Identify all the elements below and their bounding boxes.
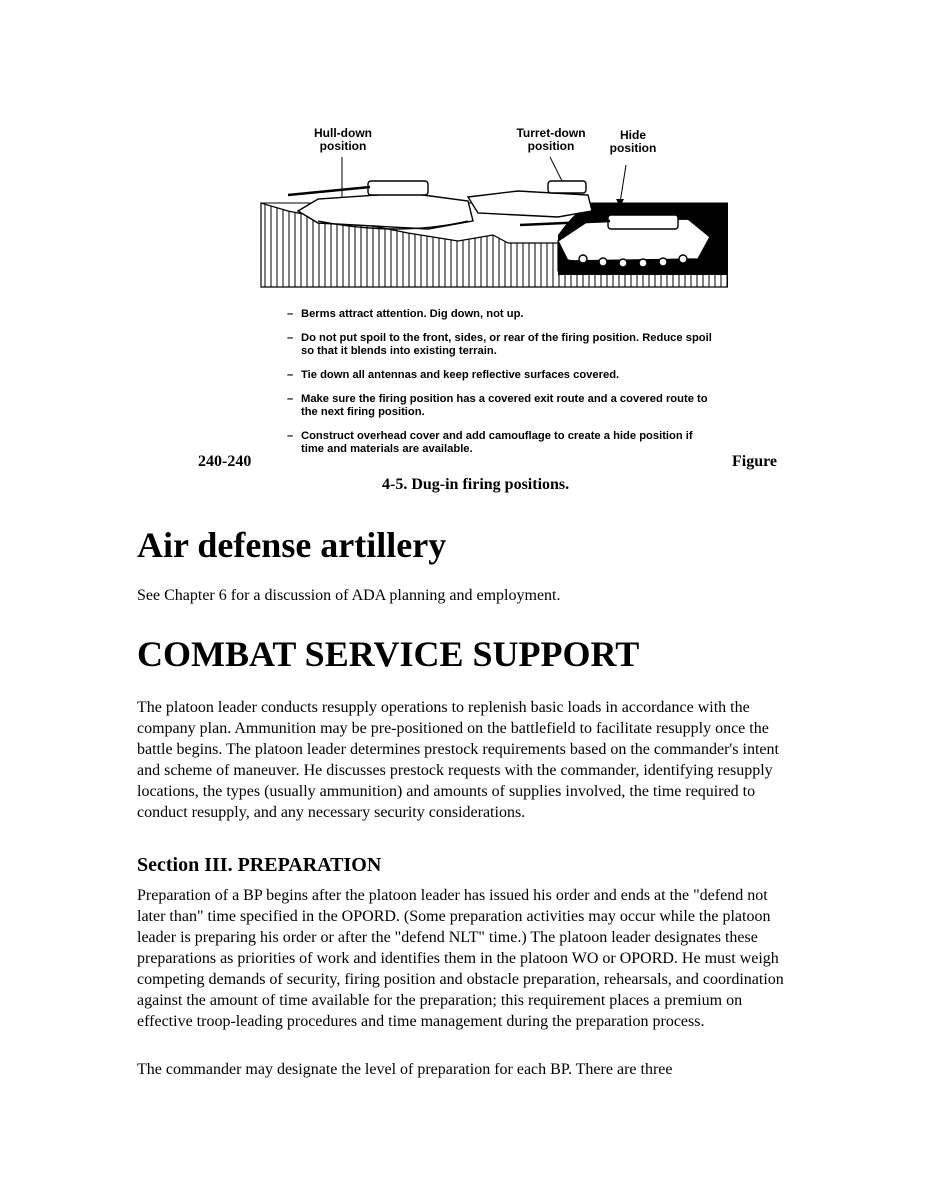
- turret-down-tank: [468, 181, 592, 217]
- dug-in-tanks-illustration: [258, 125, 728, 291]
- turret-down-label: Turret-down position: [516, 126, 586, 153]
- figure-note: – Do not put spoil to the front, sides, or rear of the firing position. Reduce spoil so that it blends into existing terrain.: [287, 332, 715, 358]
- figure-note: – Tie down all antennas and keep reflective surfaces covered.: [287, 369, 715, 382]
- hull-down-label: Hull-down position: [314, 126, 372, 153]
- figure-caption: 4-5. Dug-in firing positions.: [382, 476, 570, 493]
- hide-label: Hide position: [609, 128, 657, 155]
- prep-paragraph-1: Preparation of a BP begins after the platoon leader has issued his order and ends at the "defend not later than" time specified in the OPORD. (Some preparation activities may occur while the platoon leader is preparing his order or after the "defend NLT" time.) The platoon leader designates these preparations as priorities of work and identifies them in the platoon WO or OPORD. He must weigh competing demands of security, firing position and obstacle preparation, rehearsals, and coordination against the amount of time available for the preparation; this requirement places a premium on effective troop-leading procedures and time management during the preparation process.: [137, 887, 784, 1030]
- figure-number: 240-240: [198, 453, 252, 470]
- figure-note: – Construct overhead cover and add camouflage to create a hide position if time and materials are available.: [287, 430, 715, 456]
- css-paragraph: The platoon leader conducts resupply operations to replenish basic loads in accordance with the company plan. Ammunition may be pre-positioned on the battlefield to facilitate resupply once the battle begins. The platoon leader determines prestock requirements based on the commander's intent and scheme of maneuver. He discusses prestock requests with the commander, identifying resupply locations, the types (usually ammunition) and amounts of supplies involved, the time required to conduct resupply, and any necessary security considerations.: [137, 699, 779, 821]
- figure-note: – Make sure the firing position has a covered exit route and a covered route to the next firing position.: [287, 393, 715, 419]
- figure-notes: [287, 308, 715, 467]
- prep-paragraph-2: The commander may designate the level of preparation for each BP. There are three: [137, 1061, 673, 1078]
- figure-word: Figure: [732, 453, 778, 470]
- ada-heading: Air defense artillery: [137, 525, 447, 565]
- css-heading: COMBAT SERVICE SUPPORT: [137, 634, 640, 674]
- ada-paragraph: See Chapter 6 for a discussion of ADA planning and employment.: [137, 587, 561, 604]
- figure-diagram: [258, 125, 728, 291]
- prep-heading: Section III. PREPARATION: [137, 854, 382, 876]
- figure-note: – Berms attract attention. Dig down, not up.: [287, 308, 715, 321]
- hull-down-tank: [288, 181, 473, 229]
